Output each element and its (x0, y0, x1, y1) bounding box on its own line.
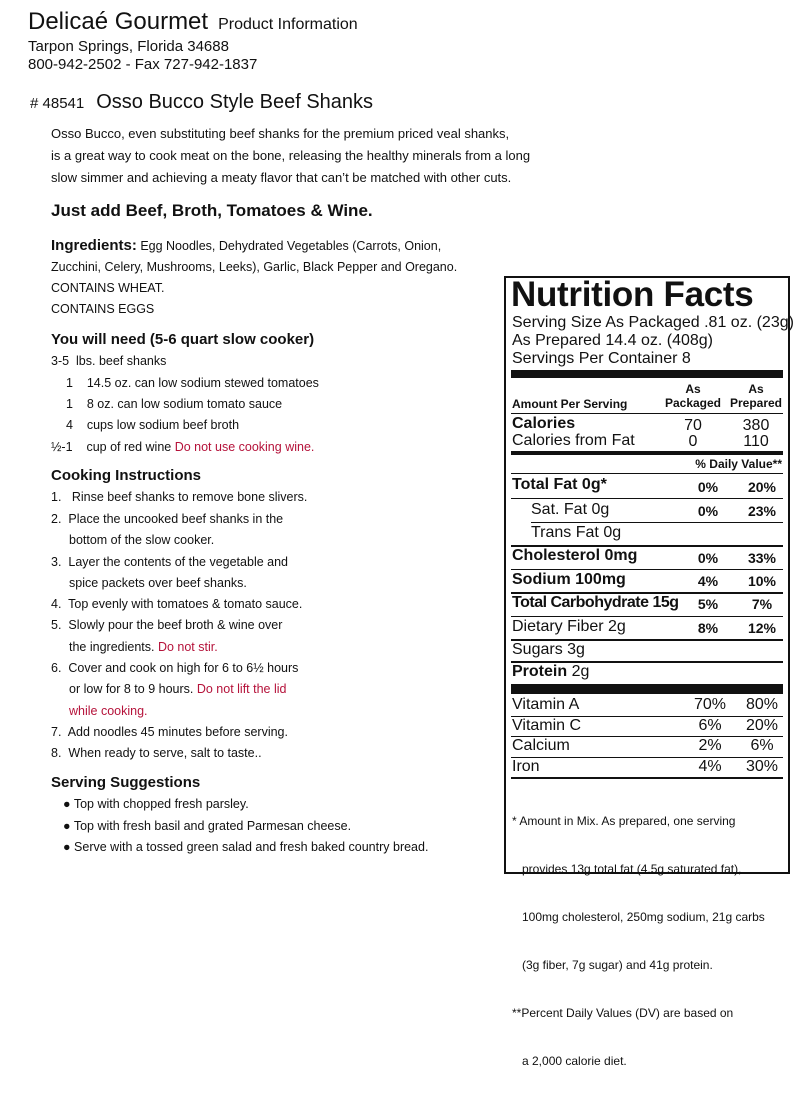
product-number: # 48541 (30, 95, 85, 112)
nutrient-amount: 100mg (570, 571, 626, 588)
vitamin-label: Vitamin A (512, 696, 580, 713)
step-text (69, 640, 218, 654)
col-prepared-header (726, 382, 786, 410)
address: Tarpon Springs, Florida 34688 (28, 38, 229, 55)
step (51, 725, 288, 739)
description-line: slow simmer and achieving a meaty flavor that can’t be matched with other cuts. (51, 170, 512, 185)
nutrient-amount: 0g (598, 524, 622, 541)
list-item (66, 376, 319, 390)
step-text: Rinse beef shanks to remove bone slivers. (71, 490, 308, 504)
nutrient-name: Protein (512, 663, 568, 680)
as-prepared: As Prepared 14.4 oz. (408g) (512, 332, 714, 349)
col-header-text: Packaged (664, 396, 722, 410)
calories-prepared: 380 (742, 417, 770, 434)
cooking-title: Cooking Instructions (51, 467, 201, 484)
divider (511, 616, 783, 617)
list-item (51, 440, 314, 454)
footnote-line: provides 13g total fat (4.5g saturated fat), (512, 862, 742, 876)
nutrient-dv-packaged: 0% (697, 503, 719, 519)
nutrient-name: Dietary Fiber (512, 618, 604, 635)
product-title (30, 91, 373, 114)
nutrient-amount: 0mg (600, 547, 638, 564)
vitamin-packaged: 6% (698, 717, 722, 734)
nutrient-name: Cholesterol (512, 547, 601, 564)
item-text: cups low sodium beef broth (86, 418, 240, 432)
servings-per-container: Servings Per Container 8 (512, 350, 691, 367)
nutrient-dv-prepared: 33% (747, 550, 777, 566)
ingredients-text: Zucchini, Celery, Mushrooms, Leeks), Garlic, Black Pepper and Oregano. (51, 260, 458, 274)
divider (531, 522, 783, 523)
description-line: is a great way to cook meat on the bone, releasing the healthy minerals from a long (51, 148, 531, 163)
item-qty: 4 (66, 418, 73, 432)
vitamin-label: Vitamin C (512, 717, 582, 734)
nutrient-dv-packaged: 4% (697, 573, 719, 589)
nutrient-dv-prepared: 7% (751, 596, 773, 612)
step-text: Slowly pour the beef broth & wine over (68, 618, 283, 632)
step-text: Place the uncooked beef shanks in the (68, 512, 284, 526)
calories-label: Calories (512, 415, 576, 432)
step-text: or low for 8 to 9 hours. (69, 682, 197, 696)
nutrient-label (512, 641, 585, 659)
item-qty: ½-1 (51, 440, 73, 454)
step (51, 746, 262, 760)
step-text: spice packets over beef shanks. (69, 576, 247, 590)
calories-packaged: 70 (684, 417, 702, 434)
nutrition-facts-panel (504, 275, 794, 1068)
nutrition-title: Nutrition Facts (511, 275, 754, 314)
divider (511, 569, 783, 570)
nutrient-label (531, 501, 609, 519)
step-text: Add noodles 45 minutes before serving. (67, 725, 288, 739)
calories-fat-prepared: 110 (743, 433, 769, 450)
vitamin-prepared: 80% (745, 696, 779, 713)
nutrient-dv-prepared: 10% (747, 573, 777, 589)
step-number: 2. (51, 512, 62, 526)
footnote-line: **Percent Daily Values (DV) are based on (512, 1006, 734, 1020)
nutrient-amount: 3g (562, 641, 585, 658)
description-line: Osso Bucco, even substituting beef shanks for the premium priced veal shanks, (51, 126, 510, 141)
step-warning: Do not stir. (157, 640, 218, 654)
nutrient-dv-prepared: 20% (747, 479, 777, 495)
suggestion-text: Top with fresh basil and grated Parmesan cheese. (73, 819, 352, 833)
bullet-icon: ● (63, 797, 71, 811)
nutrient-label (531, 524, 621, 542)
step (51, 512, 283, 526)
ingredients-text: Egg Noodles, Dehydrated Vegetables (Carrots, Onion, (136, 239, 442, 253)
step-text: Cover and cook on high for 6 to 6½ hours (68, 661, 299, 675)
col-header-text: Prepared (729, 396, 783, 410)
divider (511, 498, 783, 499)
nutrient-dv-packaged: 0% (697, 550, 719, 566)
allergen-warning: CONTAINS EGGS (51, 302, 155, 316)
brand-name: Delicaé Gourmet (28, 8, 209, 35)
serving-title: Serving Suggestions (51, 774, 201, 791)
step-text: When ready to serve, salt to taste.. (68, 746, 262, 760)
footnote-line: 100mg cholesterol, 250mg sodium, 21g carbs (512, 910, 765, 924)
vitamin-packaged: 70% (693, 696, 727, 713)
divider (511, 413, 783, 414)
col-header-text: As (748, 382, 764, 396)
ingredients-block (51, 235, 457, 320)
phone-fax: 800-942-2502 - Fax 727-942-1837 (28, 56, 258, 73)
step-number: 6. (51, 661, 62, 675)
item-text: cup of red wine (86, 440, 175, 454)
nutrient-amount: 0g (587, 501, 610, 518)
nutrient-name: Sat. Fat (531, 501, 588, 518)
product-name: Osso Bucco Style Beef Shanks (96, 91, 374, 113)
daily-value-header: % Daily Value** (695, 457, 782, 471)
col-packaged-header (663, 382, 723, 410)
item-qty: 1 (66, 397, 73, 411)
calories-fat-packaged: 0 (688, 433, 698, 450)
nutrient-label (512, 476, 607, 494)
nutrient-amount: 2g (603, 618, 626, 635)
item-text: 14.5 oz. can low sodium stewed tomatoes (86, 376, 319, 390)
allergen-warning: CONTAINS WHEAT. (51, 281, 165, 295)
step-number: 4. (51, 597, 62, 611)
amount-per-serving: Amount Per Serving (512, 397, 628, 411)
ingredients-label: Ingredients: (51, 237, 137, 254)
nutrient-dv-packaged: 8% (697, 620, 719, 636)
vitamin-prepared: 20% (745, 717, 779, 734)
nutrient-name: Trans Fat (531, 524, 599, 541)
vitamin-label: Calcium (512, 737, 570, 754)
vitamin-label: Iron (512, 758, 540, 775)
step-number: 8. (51, 746, 62, 760)
nutrient-name: Total Carbohydrate (512, 594, 649, 611)
nutrient-dv-prepared: 23% (747, 503, 777, 519)
thick-divider (511, 370, 783, 378)
item-text: 8 oz. can low sodium tomato sauce (86, 397, 283, 411)
nutrient-dv-prepared: 12% (747, 620, 777, 636)
list-item (51, 354, 166, 368)
nutrient-name: Sodium (512, 571, 571, 588)
nutrient-label (512, 594, 679, 612)
divider (511, 473, 783, 474)
list-item (66, 418, 239, 432)
vitamin-prepared: 6% (750, 737, 774, 754)
step (51, 618, 282, 632)
list-item (66, 397, 282, 411)
step-text: bottom of the slow cooker. (69, 533, 215, 547)
thick-divider (511, 684, 783, 694)
suggestion-text: Top with chopped fresh parsley. (73, 797, 249, 811)
step-text (69, 682, 286, 696)
step (51, 555, 288, 569)
suggestion-text: Serve with a tossed green salad and fresh baked country bread. (74, 840, 429, 854)
you-will-need-title: You will need (5-6 quart slow cooker) (51, 331, 315, 348)
footnote-line: a 2,000 calorie diet. (512, 1054, 627, 1068)
step-warning: Do not lift the lid (196, 682, 287, 696)
tagline: Just add Beef, Broth, Tomatoes & Wine. (51, 201, 373, 220)
bullet-icon: ● (63, 840, 71, 854)
nutrient-dv-packaged: 5% (697, 596, 719, 612)
footnote-line: (3g fiber, 7g sugar) and 41g protein. (512, 958, 713, 972)
nutrient-name: Sugars (512, 641, 563, 658)
serving-size: Serving Size As Packaged .81 oz. (23g) (512, 314, 794, 331)
vitamin-prepared: 30% (745, 758, 779, 775)
footnote-line: * Amount in Mix. As prepared, one serving (512, 814, 736, 828)
medium-divider (511, 451, 783, 455)
list-item (63, 797, 249, 811)
nutrient-label (512, 663, 589, 681)
step-number: 5. (51, 618, 62, 632)
nutrient-amount: 15g (648, 594, 679, 611)
step-number: 1. (51, 490, 62, 504)
brand-title (28, 8, 358, 36)
item-qty: 3-5 (51, 354, 70, 368)
description (51, 123, 530, 189)
step-text: Top evenly with tomatoes & tomato sauce. (68, 597, 303, 611)
list-item (63, 840, 428, 854)
nutrient-name: Total Fat (512, 476, 578, 493)
step (51, 490, 307, 504)
brand-subtitle: Product Information (218, 16, 358, 33)
item-note: Do not use cooking wine. (174, 440, 315, 454)
list-item (63, 819, 351, 833)
step (51, 597, 302, 611)
step-warning: while cooking. (69, 704, 148, 718)
step (51, 661, 298, 675)
nutrient-amount: 0g* (577, 476, 607, 493)
step-number: 3. (51, 555, 62, 569)
nutrient-label (512, 618, 626, 636)
calories-fat-label: Calories from Fat (512, 432, 635, 449)
bullet-icon: ● (63, 819, 71, 833)
item-text: lbs. beef shanks (76, 354, 167, 368)
footnotes (512, 781, 765, 1101)
nutrient-amount: 2g (567, 663, 590, 680)
nutrient-label (512, 547, 637, 565)
step-text: Layer the contents of the vegetable and (68, 555, 288, 569)
nutrient-dv-packaged: 0% (697, 479, 719, 495)
col-header-text: As (685, 382, 701, 396)
divider (511, 777, 783, 779)
item-qty: 1 (66, 376, 73, 390)
vitamin-packaged: 4% (698, 758, 722, 775)
step-text: the ingredients. (69, 640, 158, 654)
step-number: 7. (51, 725, 62, 739)
vitamin-packaged: 2% (698, 737, 722, 754)
nutrient-label (512, 571, 626, 589)
